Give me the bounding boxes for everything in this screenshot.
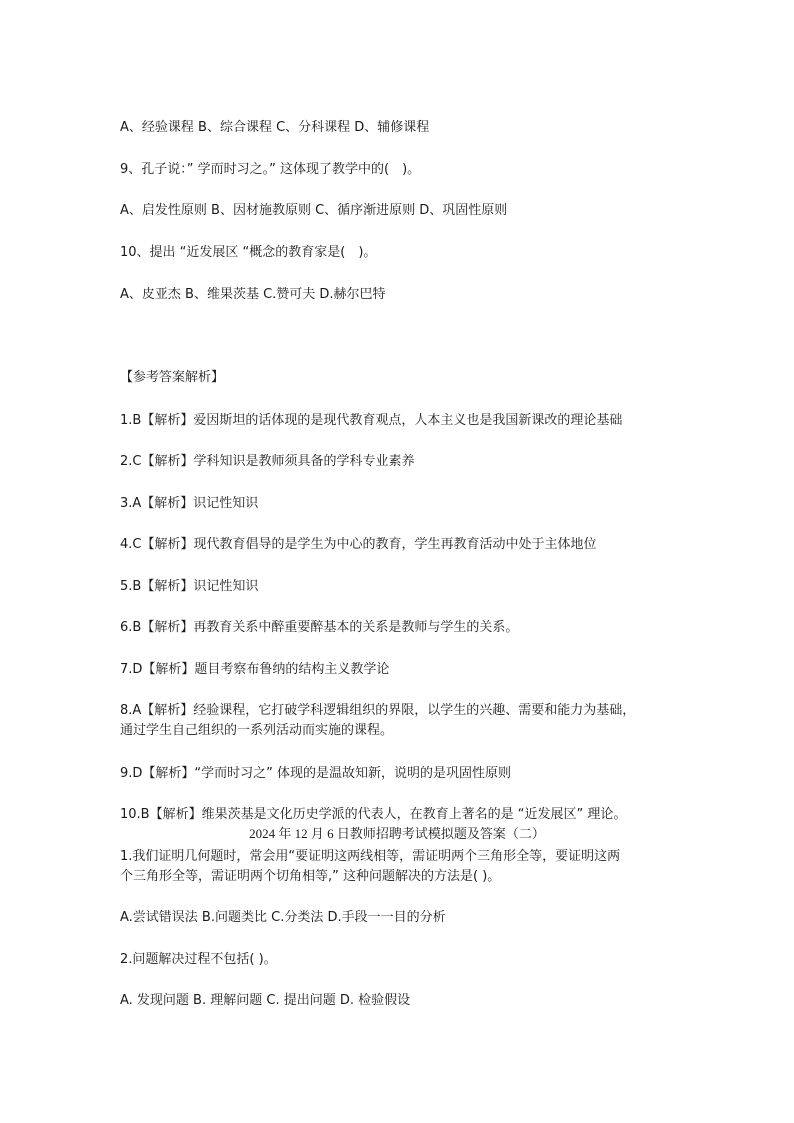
section-title: 2024 年 12 月 6 日教师招聘考试模拟题及答案（二） <box>249 826 545 841</box>
answer-1: 1.B【解析】爱因斯坦的话体现的是现代教育观点，人本主义也是我国新课改的理论基础 <box>120 413 623 428</box>
s2-q1-line-1: 1.我们证明几何题时，常会用“要证明这两线相等，需证明两个三角形全等，要证明这两 <box>120 849 621 864</box>
q8-options: A、经验课程 B、综合课程 C、分科课程 D、辅修课程 <box>120 120 430 135</box>
q9-stem: 9、孔子说：” 学而时习之。” 这体现了教学中的( )。 <box>120 162 421 177</box>
s2-q2-options: A. 发现问题 B. 理解问题 C. 提出问题 D. 检验假设 <box>120 993 411 1008</box>
answer-2: 2.C【解析】学科知识是教师须具备的学科专业素养 <box>120 454 415 469</box>
s2-q1-options: A.尝试错误法 B.问题类比 C.分类法 D.手段一一目的分析 <box>120 910 446 925</box>
answer-8-line-1: 8.A【解析】经验课程，它打破学科逻辑组织的界限，以学生的兴趣、需要和能力为基础， <box>120 703 636 718</box>
answer-6: 6.B【解析】再教育关系中醉重要醉基本的关系是教师与学生的关系。 <box>120 620 519 635</box>
s2-q2-stem: 2.问题解决过程不包括( )。 <box>120 952 277 967</box>
answer-8-line-2: 通过学生自己组织的一系列活动而实施的课程。 <box>120 723 394 738</box>
answer-5: 5.B【解析】识记性知识 <box>120 579 259 594</box>
answer-4: 4.C【解析】现代教育倡导的是学生为中心的教育，学生再教育活动中处于主体地位 <box>120 537 597 552</box>
answer-10: 10.B【解析】维果茨基是文化历史学派的代表人，在教育上著名的是 “近发展区” 理论。 <box>120 807 627 822</box>
answer-3: 3.A【解析】识记性知识 <box>120 496 259 511</box>
answer-9: 9.D【解析】“学而时习之” 体现的是温故知新，说明的是巩固性原则 <box>120 766 512 781</box>
s2-q1-line-2: 个三角形全等，需证明两个切角相等,” 这种问题解决的方法是( )。 <box>120 869 501 884</box>
answers-heading: 【参考答案解析】 <box>120 370 225 385</box>
q10-stem: 10、提出 “近发展区 “概念的教育家是( )。 <box>120 245 377 260</box>
q9-options: A、启发性原则 B、因材施教原则 C、循序渐进原则 D、巩固性原则 <box>120 203 508 218</box>
answer-7: 7.D【解析】题目考察布鲁纳的结构主义教学论 <box>120 662 390 677</box>
q10-options: A、皮亚杰 B、维果茨基 C.赞可夫 D.赫尔巴特 <box>120 287 386 302</box>
